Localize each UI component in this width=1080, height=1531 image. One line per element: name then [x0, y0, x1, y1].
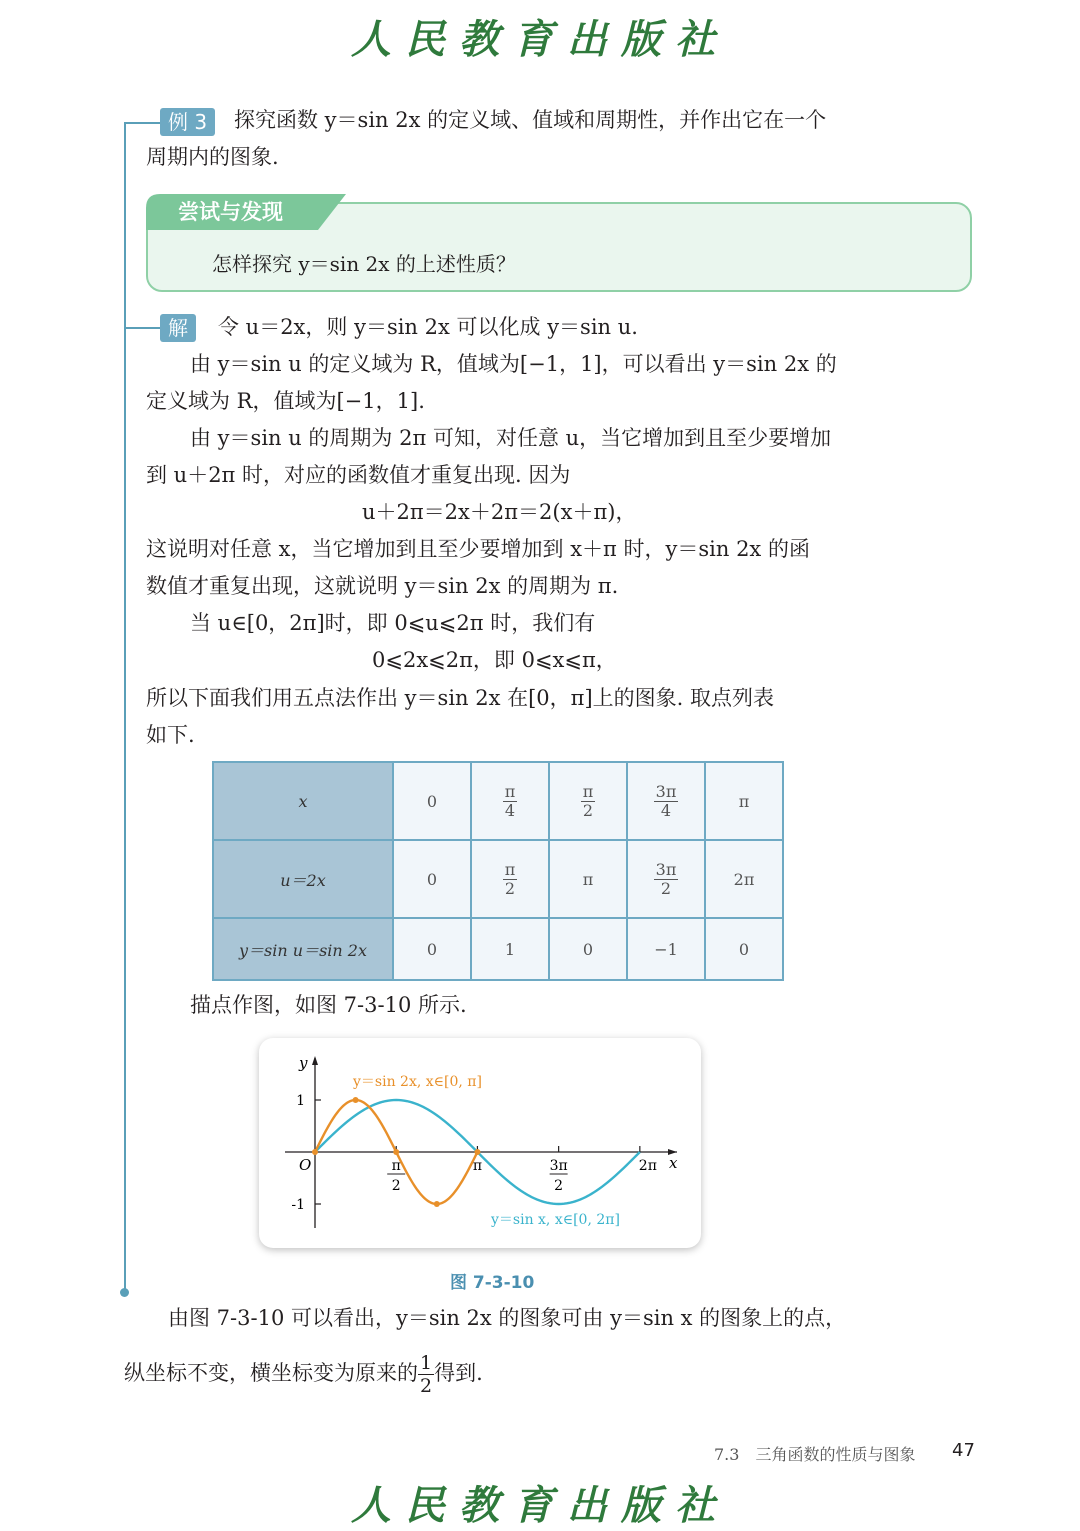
- table-row: [213, 762, 783, 840]
- y-axis-label: y: [299, 1054, 308, 1072]
- sin-2x-point: [312, 1149, 318, 1155]
- example-line-1: 探究函数 y＝sin 2x 的定义域、值域和周期性，并作出它在一个: [234, 108, 827, 132]
- table-cell: 0: [393, 918, 471, 980]
- table-cell: 0: [393, 762, 471, 840]
- figure-caption: 图 7-3-10: [450, 1273, 535, 1293]
- table-row: [213, 918, 783, 980]
- x-tick-label-den: 2: [554, 1178, 564, 1194]
- example-line-2: 周期内的图象.: [146, 145, 279, 169]
- conclusion-text: 得到.: [434, 1361, 483, 1385]
- solution-tag: 解: [160, 314, 196, 342]
- table-cell: π: [705, 762, 783, 840]
- table-row-header: u＝2x: [213, 840, 393, 918]
- table-cell: π: [549, 840, 627, 918]
- table-cell: 0: [549, 918, 627, 980]
- x-tick-label-num: π: [391, 1158, 401, 1174]
- table-cell: [471, 840, 549, 918]
- sin-x-label: y＝sin x, x∈[0, 2π]: [491, 1212, 620, 1228]
- publisher-logo-footer: 人民教育出版社: [351, 1482, 729, 1529]
- x-tick-label: 2π: [638, 1158, 657, 1174]
- table-cell: [627, 840, 705, 918]
- y-tick-label: -1: [291, 1197, 305, 1213]
- origin-label: O: [299, 1156, 312, 1174]
- rail-connector: [124, 327, 160, 329]
- fraction-numerator: 1: [420, 1352, 433, 1374]
- solution-equation: 0⩽2x⩽2π，即 0⩽x⩽π，: [372, 648, 617, 672]
- table-cell: 1: [471, 918, 549, 980]
- sin-2x-point: [474, 1149, 480, 1155]
- example-tag: 例 3: [160, 108, 215, 136]
- solution-line: 当 u∈[0，2π]时，即 0⩽u⩽2π 时，我们有: [190, 611, 596, 635]
- table-cell: −1: [627, 918, 705, 980]
- explore-question: 怎样探究 y＝sin 2x 的上述性质？: [212, 252, 516, 276]
- footer-section: 7.3 三角函数的性质与图象: [714, 1445, 916, 1464]
- solution-equation: u＋2π＝2x＋2π＝2(x＋π)，: [362, 500, 637, 524]
- conclusion-line-1: 由图 7-3-10 可以看出，y＝sin 2x 的图象可由 y＝sin x 的图象上的点，: [168, 1306, 847, 1330]
- fraction: $\frac{3\pi}{2}$: [655, 859, 677, 898]
- plot-note: 描点作图，如图 7-3-10 所示.: [190, 993, 467, 1017]
- sin-2x-label: y＝sin 2x, x∈[0, π]: [353, 1074, 482, 1090]
- sin-2x-point: [353, 1097, 359, 1103]
- fraction: $\frac{\pi}{4}$: [504, 781, 516, 820]
- fraction-denominator: 2: [420, 1375, 433, 1397]
- solution-line: 由 y＝sin u 的定义域为 R，值域为[−1，1]，可以看出 y＝sin 2x 的: [190, 352, 837, 376]
- x-axis-label: x: [669, 1154, 678, 1172]
- explore-title: 尝试与发现: [178, 200, 283, 224]
- table-row: [213, 840, 783, 918]
- rail-end-dot: [120, 1288, 129, 1297]
- table-cell: 0: [393, 840, 471, 918]
- fraction: $\frac{\pi}{2}$: [582, 781, 594, 820]
- rail-connector: [124, 122, 160, 124]
- fraction: $\frac{3\pi}{4}$: [655, 781, 677, 820]
- y-tick-label: 1: [296, 1093, 305, 1109]
- table-row-header: x: [213, 762, 393, 840]
- table-cell: 0: [705, 918, 783, 980]
- left-rail: [124, 122, 126, 1292]
- solution-line: 定义域为 R，值域为[−1，1].: [146, 389, 425, 413]
- x-tick-label-den: 2: [391, 1178, 401, 1194]
- conclusion-line-2: [124, 1352, 483, 1397]
- solution-line: 这说明对任意 x，当它增加到且至少要增加到 x＋π 时，y＝sin 2x 的函: [146, 537, 810, 561]
- table-cell: [627, 762, 705, 840]
- page-number: 47: [952, 1440, 975, 1461]
- y-axis-arrow: [312, 1056, 318, 1065]
- solution-line: 如下.: [146, 723, 195, 747]
- solution-line: 由 y＝sin u 的周期为 2π 可知，对任意 u，当它增加到且至少要增加: [190, 426, 832, 450]
- table-row-header: y＝sin u＝sin 2x: [213, 918, 393, 980]
- five-point-table: [212, 761, 784, 981]
- solution-line: 令 u＝2x，则 y＝sin 2x 可以化成 y＝sin u.: [218, 315, 638, 339]
- one-half-fraction: [418, 1352, 434, 1397]
- solution-line: 数值才重复出现，这就说明 y＝sin 2x 的周期为 π.: [146, 574, 619, 598]
- sin-2x-point: [434, 1201, 440, 1207]
- conclusion-text: 纵坐标不变，横坐标变为原来的: [124, 1361, 418, 1385]
- sin-2x-point: [393, 1149, 399, 1155]
- table-cell: 2π: [705, 840, 783, 918]
- figure-card: [259, 1038, 701, 1248]
- x-tick-label: π: [472, 1158, 483, 1174]
- solution-line: 所以下面我们用五点法作出 y＝sin 2x 在[0，π]上的图象. 取点列表: [146, 686, 775, 710]
- x-tick-label-num: 3π: [549, 1158, 568, 1174]
- sine-chart: [259, 1038, 701, 1248]
- fraction: $\frac{\pi}{2}$: [504, 859, 516, 898]
- publisher-logo: 人民教育出版社: [351, 16, 729, 63]
- table-cell: [549, 762, 627, 840]
- solution-line: 到 u＋2π 时，对应的函数值才重复出现. 因为: [146, 463, 571, 487]
- table-cell: [471, 762, 549, 840]
